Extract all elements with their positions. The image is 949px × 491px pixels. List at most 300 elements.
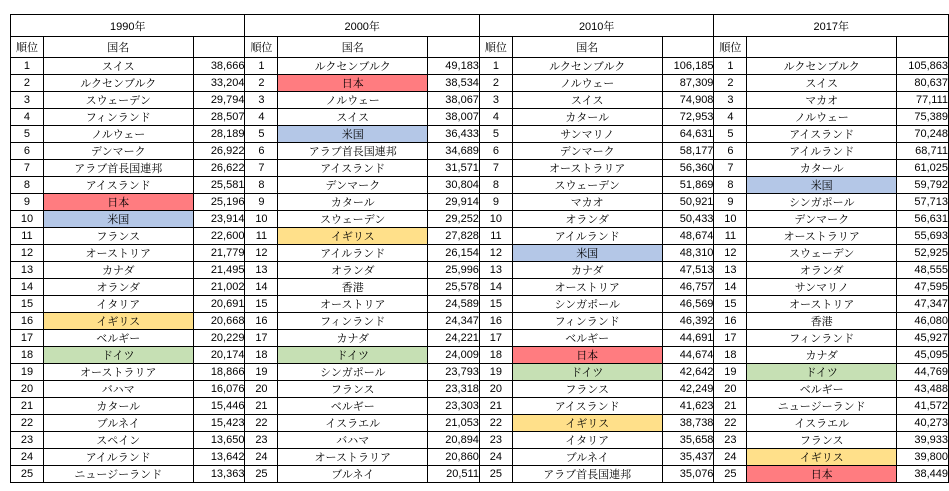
country-cell: イタリア bbox=[512, 432, 662, 449]
country-cell: フランス bbox=[43, 228, 193, 245]
value-cell: 44,674 bbox=[662, 347, 714, 364]
country-cell-highlighted: ドイツ bbox=[43, 347, 193, 364]
value-cell: 25,578 bbox=[428, 279, 480, 296]
country-cell: カナダ bbox=[278, 330, 428, 347]
table-row bbox=[11, 92, 949, 109]
table-row bbox=[11, 381, 949, 398]
table-row bbox=[11, 296, 949, 313]
value-cell: 18,866 bbox=[193, 364, 245, 381]
rank-cell: 14 bbox=[479, 279, 512, 296]
rank-cell: 22 bbox=[479, 415, 512, 432]
rank-cell: 17 bbox=[245, 330, 278, 347]
rank-cell: 6 bbox=[245, 143, 278, 160]
year-header: 2000年 bbox=[245, 15, 479, 37]
country-cell: ベルギー bbox=[278, 398, 428, 415]
country-cell: アラブ首長国連邦 bbox=[43, 160, 193, 177]
country-cell: ノルウェー bbox=[278, 92, 428, 109]
value-cell: 46,080 bbox=[897, 313, 949, 330]
country-cell: カナダ bbox=[747, 347, 897, 364]
value-cell: 47,513 bbox=[662, 262, 714, 279]
value-col-header bbox=[662, 37, 714, 58]
value-cell: 38,738 bbox=[662, 415, 714, 432]
rank-cell: 24 bbox=[11, 449, 44, 466]
table-row bbox=[11, 449, 949, 466]
rank-cell: 11 bbox=[245, 228, 278, 245]
rank-cell: 2 bbox=[479, 75, 512, 92]
value-cell: 20,174 bbox=[193, 347, 245, 364]
value-cell: 64,631 bbox=[662, 126, 714, 143]
country-cell: ベルギー bbox=[747, 381, 897, 398]
value-cell: 42,642 bbox=[662, 364, 714, 381]
value-cell: 34,689 bbox=[428, 143, 480, 160]
value-col-header bbox=[428, 37, 480, 58]
value-cell: 20,511 bbox=[428, 466, 480, 483]
value-cell: 68,711 bbox=[897, 143, 949, 160]
value-cell: 61,025 bbox=[897, 160, 949, 177]
rank-cell: 18 bbox=[245, 347, 278, 364]
country-cell: アラブ首長国連邦 bbox=[278, 143, 428, 160]
value-cell: 38,449 bbox=[897, 466, 949, 483]
country-cell: オーストリア bbox=[512, 279, 662, 296]
table-row bbox=[11, 177, 949, 194]
value-cell: 49,183 bbox=[428, 58, 480, 75]
value-cell: 15,446 bbox=[193, 398, 245, 415]
country-cell: スウェーデン bbox=[747, 245, 897, 262]
country-cell: オーストラリア bbox=[278, 449, 428, 466]
value-cell: 29,794 bbox=[193, 92, 245, 109]
country-cell-highlighted: 米国 bbox=[747, 177, 897, 194]
table-row bbox=[11, 160, 949, 177]
value-cell: 13,363 bbox=[193, 466, 245, 483]
country-cell: 香港 bbox=[747, 313, 897, 330]
value-cell: 43,488 bbox=[897, 381, 949, 398]
value-cell: 39,800 bbox=[897, 449, 949, 466]
country-cell: アイルランド bbox=[43, 449, 193, 466]
country-cell: サンマリノ bbox=[747, 279, 897, 296]
rank-cell: 11 bbox=[714, 228, 747, 245]
value-cell: 50,433 bbox=[662, 211, 714, 228]
rank-cell: 25 bbox=[479, 466, 512, 483]
rank-cell: 24 bbox=[479, 449, 512, 466]
country-cell: フランス bbox=[278, 381, 428, 398]
rank-cell: 21 bbox=[245, 398, 278, 415]
country-col-header bbox=[747, 37, 897, 58]
country-cell-highlighted: 米国 bbox=[278, 126, 428, 143]
rank-cell: 7 bbox=[714, 160, 747, 177]
value-cell: 46,757 bbox=[662, 279, 714, 296]
value-cell: 41,572 bbox=[897, 398, 949, 415]
rank-cell: 3 bbox=[245, 92, 278, 109]
rank-cell: 14 bbox=[11, 279, 44, 296]
value-cell: 20,691 bbox=[193, 296, 245, 313]
value-cell: 23,793 bbox=[428, 364, 480, 381]
rank-cell: 6 bbox=[11, 143, 44, 160]
value-cell: 24,221 bbox=[428, 330, 480, 347]
country-cell: 香港 bbox=[278, 279, 428, 296]
value-cell: 77,111 bbox=[897, 92, 949, 109]
rank-cell: 2 bbox=[11, 75, 44, 92]
country-cell: フィンランド bbox=[747, 330, 897, 347]
table-head bbox=[11, 15, 949, 58]
table-row bbox=[11, 279, 949, 296]
rank-cell: 25 bbox=[714, 466, 747, 483]
rank-cell: 17 bbox=[11, 330, 44, 347]
value-cell: 44,769 bbox=[897, 364, 949, 381]
value-cell: 25,996 bbox=[428, 262, 480, 279]
rank-cell: 1 bbox=[714, 58, 747, 75]
country-cell: オーストラリア bbox=[512, 160, 662, 177]
value-cell: 38,007 bbox=[428, 109, 480, 126]
rank-cell: 12 bbox=[11, 245, 44, 262]
year-header-row bbox=[11, 15, 949, 37]
country-cell: スイス bbox=[512, 92, 662, 109]
country-cell: カタール bbox=[512, 109, 662, 126]
country-cell: オーストリア bbox=[747, 296, 897, 313]
rank-cell: 14 bbox=[245, 279, 278, 296]
rank-cell: 25 bbox=[11, 466, 44, 483]
country-cell: ニュージーランド bbox=[747, 398, 897, 415]
value-col-header bbox=[193, 37, 245, 58]
value-col-header bbox=[897, 37, 949, 58]
rank-cell: 16 bbox=[245, 313, 278, 330]
country-cell: カナダ bbox=[43, 262, 193, 279]
value-cell: 28,507 bbox=[193, 109, 245, 126]
value-cell: 25,581 bbox=[193, 177, 245, 194]
rank-cell: 12 bbox=[245, 245, 278, 262]
rank-cell: 8 bbox=[714, 177, 747, 194]
country-cell-highlighted: イギリス bbox=[43, 313, 193, 330]
rank-cell: 23 bbox=[11, 432, 44, 449]
value-cell: 46,569 bbox=[662, 296, 714, 313]
country-cell: カタール bbox=[43, 398, 193, 415]
rank-cell: 5 bbox=[479, 126, 512, 143]
country-cell: イスラエル bbox=[747, 415, 897, 432]
country-cell: オランダ bbox=[747, 262, 897, 279]
table-row bbox=[11, 194, 949, 211]
gdp-ranking-table bbox=[10, 14, 949, 483]
rank-cell: 10 bbox=[245, 211, 278, 228]
country-cell: フランス bbox=[747, 432, 897, 449]
country-cell: シンガポール bbox=[278, 364, 428, 381]
country-cell: ノルウェー bbox=[512, 75, 662, 92]
country-cell: アイスランド bbox=[43, 177, 193, 194]
value-cell: 28,189 bbox=[193, 126, 245, 143]
value-cell: 75,389 bbox=[897, 109, 949, 126]
rank-cell: 10 bbox=[11, 211, 44, 228]
country-cell: アイルランド bbox=[747, 143, 897, 160]
rank-cell: 18 bbox=[714, 347, 747, 364]
value-cell: 106,185 bbox=[662, 58, 714, 75]
country-cell: フランス bbox=[512, 381, 662, 398]
country-cell-highlighted: 日本 bbox=[747, 466, 897, 483]
country-cell: ノルウェー bbox=[43, 126, 193, 143]
country-cell-highlighted: イギリス bbox=[747, 449, 897, 466]
value-cell: 38,534 bbox=[428, 75, 480, 92]
country-cell: ブルネイ bbox=[278, 466, 428, 483]
rank-cell: 18 bbox=[11, 347, 44, 364]
value-cell: 39,933 bbox=[897, 432, 949, 449]
rank-cell: 6 bbox=[714, 143, 747, 160]
country-cell: スウェーデン bbox=[512, 177, 662, 194]
rank-cell: 23 bbox=[245, 432, 278, 449]
rank-col-header: 順位 bbox=[479, 37, 512, 58]
rank-cell: 19 bbox=[479, 364, 512, 381]
country-cell: オランダ bbox=[278, 262, 428, 279]
value-cell: 56,360 bbox=[662, 160, 714, 177]
rank-cell: 13 bbox=[11, 262, 44, 279]
value-cell: 13,642 bbox=[193, 449, 245, 466]
rank-cell: 20 bbox=[714, 381, 747, 398]
table-row bbox=[11, 109, 949, 126]
table-body bbox=[11, 58, 949, 483]
rank-cell: 7 bbox=[11, 160, 44, 177]
country-cell: スウェーデン bbox=[278, 211, 428, 228]
rank-cell: 3 bbox=[479, 92, 512, 109]
rank-cell: 9 bbox=[714, 194, 747, 211]
rank-cell: 8 bbox=[245, 177, 278, 194]
value-cell: 16,076 bbox=[193, 381, 245, 398]
value-cell: 70,248 bbox=[897, 126, 949, 143]
value-cell: 42,249 bbox=[662, 381, 714, 398]
country-cell: オーストラリア bbox=[43, 364, 193, 381]
rank-cell: 24 bbox=[714, 449, 747, 466]
table-row bbox=[11, 75, 949, 92]
rank-cell: 11 bbox=[11, 228, 44, 245]
value-cell: 40,273 bbox=[897, 415, 949, 432]
country-cell: ルクセンブルク bbox=[512, 58, 662, 75]
rank-cell: 4 bbox=[11, 109, 44, 126]
country-cell: デンマーク bbox=[278, 177, 428, 194]
table-row bbox=[11, 398, 949, 415]
value-cell: 58,177 bbox=[662, 143, 714, 160]
rank-cell: 23 bbox=[714, 432, 747, 449]
value-cell: 24,009 bbox=[428, 347, 480, 364]
country-cell: フィンランド bbox=[43, 109, 193, 126]
rank-cell: 17 bbox=[479, 330, 512, 347]
value-cell: 24,589 bbox=[428, 296, 480, 313]
country-cell: デンマーク bbox=[747, 211, 897, 228]
value-cell: 31,571 bbox=[428, 160, 480, 177]
value-cell: 20,860 bbox=[428, 449, 480, 466]
country-cell: ニュージーランド bbox=[43, 466, 193, 483]
rank-cell: 2 bbox=[245, 75, 278, 92]
value-cell: 38,067 bbox=[428, 92, 480, 109]
rank-cell: 22 bbox=[714, 415, 747, 432]
country-cell-highlighted: イギリス bbox=[512, 415, 662, 432]
rank-cell: 16 bbox=[11, 313, 44, 330]
country-cell: ルクセンブルク bbox=[278, 58, 428, 75]
value-cell: 38,666 bbox=[193, 58, 245, 75]
rank-cell: 4 bbox=[245, 109, 278, 126]
rank-cell: 22 bbox=[245, 415, 278, 432]
rank-cell: 13 bbox=[245, 262, 278, 279]
value-cell: 50,921 bbox=[662, 194, 714, 211]
country-cell: カタール bbox=[747, 160, 897, 177]
rank-cell: 8 bbox=[479, 177, 512, 194]
country-cell: カナダ bbox=[512, 262, 662, 279]
rank-cell: 10 bbox=[479, 211, 512, 228]
value-cell: 24,347 bbox=[428, 313, 480, 330]
country-cell: ベルギー bbox=[43, 330, 193, 347]
country-cell-highlighted: イギリス bbox=[278, 228, 428, 245]
table-row bbox=[11, 415, 949, 432]
year-header: 1990年 bbox=[11, 15, 245, 37]
country-cell: アイルランド bbox=[278, 245, 428, 262]
rank-cell: 20 bbox=[479, 381, 512, 398]
table-row bbox=[11, 347, 949, 364]
table-row bbox=[11, 126, 949, 143]
rank-cell: 4 bbox=[714, 109, 747, 126]
country-cell-highlighted: ドイツ bbox=[747, 364, 897, 381]
country-cell: シンガポール bbox=[512, 296, 662, 313]
country-cell: オランダ bbox=[512, 211, 662, 228]
rank-col-header: 順位 bbox=[714, 37, 747, 58]
value-cell: 21,002 bbox=[193, 279, 245, 296]
rank-cell: 4 bbox=[479, 109, 512, 126]
country-cell-highlighted: 日本 bbox=[278, 75, 428, 92]
rank-cell: 23 bbox=[479, 432, 512, 449]
value-cell: 30,804 bbox=[428, 177, 480, 194]
rank-cell: 5 bbox=[11, 126, 44, 143]
country-cell: マカオ bbox=[747, 92, 897, 109]
country-cell: オランダ bbox=[43, 279, 193, 296]
value-cell: 23,914 bbox=[193, 211, 245, 228]
value-cell: 56,631 bbox=[897, 211, 949, 228]
value-cell: 21,495 bbox=[193, 262, 245, 279]
rank-cell: 2 bbox=[714, 75, 747, 92]
country-cell: ベルギー bbox=[512, 330, 662, 347]
value-cell: 29,914 bbox=[428, 194, 480, 211]
year-header: 2010年 bbox=[479, 15, 714, 37]
table-row bbox=[11, 58, 949, 75]
value-cell: 29,252 bbox=[428, 211, 480, 228]
value-cell: 55,693 bbox=[897, 228, 949, 245]
country-cell: アイスランド bbox=[512, 398, 662, 415]
rank-cell: 24 bbox=[245, 449, 278, 466]
country-cell-highlighted: 日本 bbox=[43, 194, 193, 211]
country-cell: アラブ首長国連邦 bbox=[512, 466, 662, 483]
country-cell: デンマーク bbox=[512, 143, 662, 160]
country-cell: アイルランド bbox=[512, 228, 662, 245]
table-row bbox=[11, 245, 949, 262]
value-cell: 21,053 bbox=[428, 415, 480, 432]
country-cell: バハマ bbox=[43, 381, 193, 398]
country-cell: スイス bbox=[747, 75, 897, 92]
rank-col-header: 順位 bbox=[245, 37, 278, 58]
rank-cell: 20 bbox=[11, 381, 44, 398]
rank-cell: 9 bbox=[245, 194, 278, 211]
rank-cell: 17 bbox=[714, 330, 747, 347]
value-cell: 35,076 bbox=[662, 466, 714, 483]
country-cell-highlighted: 米国 bbox=[43, 211, 193, 228]
rank-cell: 7 bbox=[479, 160, 512, 177]
country-cell-highlighted: 米国 bbox=[512, 245, 662, 262]
value-cell: 23,303 bbox=[428, 398, 480, 415]
country-cell-highlighted: 日本 bbox=[512, 347, 662, 364]
country-cell: ブルネイ bbox=[512, 449, 662, 466]
table-row bbox=[11, 330, 949, 347]
value-cell: 47,595 bbox=[897, 279, 949, 296]
rank-cell: 5 bbox=[245, 126, 278, 143]
country-cell: スペイン bbox=[43, 432, 193, 449]
rank-cell: 22 bbox=[11, 415, 44, 432]
rank-cell: 19 bbox=[11, 364, 44, 381]
country-cell: デンマーク bbox=[43, 143, 193, 160]
rank-cell: 12 bbox=[479, 245, 512, 262]
table-row bbox=[11, 364, 949, 381]
country-cell-highlighted: ドイツ bbox=[512, 364, 662, 381]
rank-cell: 20 bbox=[245, 381, 278, 398]
value-cell: 105,863 bbox=[897, 58, 949, 75]
rank-cell: 15 bbox=[714, 296, 747, 313]
country-cell-highlighted: ドイツ bbox=[278, 347, 428, 364]
rank-cell: 15 bbox=[11, 296, 44, 313]
value-cell: 45,095 bbox=[897, 347, 949, 364]
value-cell: 36,433 bbox=[428, 126, 480, 143]
country-cell: イスラエル bbox=[278, 415, 428, 432]
country-cell: イタリア bbox=[43, 296, 193, 313]
country-cell: スウェーデン bbox=[43, 92, 193, 109]
value-cell: 48,674 bbox=[662, 228, 714, 245]
value-cell: 41,623 bbox=[662, 398, 714, 415]
table-row bbox=[11, 211, 949, 228]
value-cell: 48,555 bbox=[897, 262, 949, 279]
value-cell: 13,650 bbox=[193, 432, 245, 449]
rank-cell: 9 bbox=[479, 194, 512, 211]
country-col-header: 国名 bbox=[43, 37, 193, 58]
rank-cell: 11 bbox=[479, 228, 512, 245]
value-cell: 48,310 bbox=[662, 245, 714, 262]
country-cell: オーストリア bbox=[278, 296, 428, 313]
country-cell: カタール bbox=[278, 194, 428, 211]
year-header: 2017年 bbox=[714, 15, 949, 37]
country-cell: ブルネイ bbox=[43, 415, 193, 432]
rank-cell: 3 bbox=[714, 92, 747, 109]
rank-cell: 16 bbox=[479, 313, 512, 330]
value-cell: 26,622 bbox=[193, 160, 245, 177]
rank-cell: 16 bbox=[714, 313, 747, 330]
rank-cell: 10 bbox=[714, 211, 747, 228]
value-cell: 51,869 bbox=[662, 177, 714, 194]
value-cell: 80,637 bbox=[897, 75, 949, 92]
value-cell: 25,196 bbox=[193, 194, 245, 211]
rank-cell: 5 bbox=[714, 126, 747, 143]
value-cell: 22,600 bbox=[193, 228, 245, 245]
rank-cell: 21 bbox=[714, 398, 747, 415]
country-cell: フィンランド bbox=[512, 313, 662, 330]
country-cell: フィンランド bbox=[278, 313, 428, 330]
value-cell: 26,154 bbox=[428, 245, 480, 262]
country-cell: アイスランド bbox=[278, 160, 428, 177]
rank-cell: 25 bbox=[245, 466, 278, 483]
value-cell: 20,229 bbox=[193, 330, 245, 347]
country-cell: ノルウェー bbox=[747, 109, 897, 126]
value-cell: 27,828 bbox=[428, 228, 480, 245]
rank-cell: 1 bbox=[479, 58, 512, 75]
rank-cell: 13 bbox=[714, 262, 747, 279]
rank-cell: 19 bbox=[714, 364, 747, 381]
country-cell: ルクセンブルク bbox=[43, 75, 193, 92]
value-cell: 45,927 bbox=[897, 330, 949, 347]
value-cell: 46,392 bbox=[662, 313, 714, 330]
country-cell: ルクセンブルク bbox=[747, 58, 897, 75]
rank-cell: 7 bbox=[245, 160, 278, 177]
value-cell: 44,691 bbox=[662, 330, 714, 347]
country-cell: サンマリノ bbox=[512, 126, 662, 143]
table-row bbox=[11, 432, 949, 449]
value-cell: 35,437 bbox=[662, 449, 714, 466]
value-cell: 87,309 bbox=[662, 75, 714, 92]
